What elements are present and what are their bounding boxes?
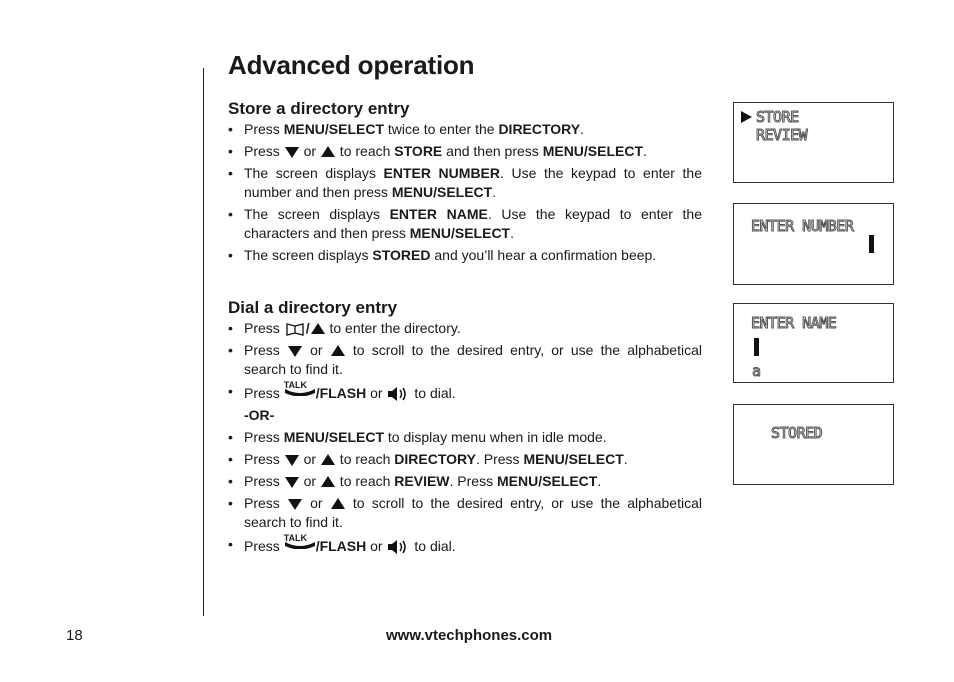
lcd-line-store: STORE <box>756 108 799 126</box>
down-arrow-icon <box>285 476 299 488</box>
lcd-line-enter-name: ENTER NAME <box>751 314 837 332</box>
speaker-icon <box>387 539 409 555</box>
up-arrow-icon <box>331 498 345 510</box>
section-heading-store: Store a directory entry <box>228 99 410 118</box>
list-item: • Press or to scroll to the desired entry, or use the alphabetical search to find it. <box>228 341 702 379</box>
down-arrow-icon <box>285 454 299 466</box>
up-arrow-icon <box>311 323 325 335</box>
talk-phone-icon: TALK <box>284 382 316 398</box>
dial-steps-list <box>228 319 702 559</box>
selection-pointer-icon <box>741 111 752 123</box>
up-arrow-icon <box>331 345 345 357</box>
footer-url: www.vtechphones.com <box>386 627 553 644</box>
lcd-screen-store-review <box>733 102 894 183</box>
speaker-icon <box>387 386 409 402</box>
lcd-line-stored: STORED <box>771 424 823 442</box>
lcd-screen-enter-name <box>733 303 894 383</box>
talk-phone-icon: TALK <box>284 535 316 551</box>
list-item: • Press / to enter the directory. <box>228 319 702 338</box>
lcd-line-enter-number: ENTER NUMBER <box>751 217 854 235</box>
page-number: 18 <box>66 627 83 644</box>
lcd-screen-stored <box>733 404 894 485</box>
lcd-cursor <box>869 235 874 253</box>
list-item: • The screen displays ENTER NUMBER. Use the keypad to enter the number and then press MENU/SELECT. <box>228 164 702 202</box>
list-item: • The screen displays ENTER NAME. Use the keypad to enter the characters and then press MENU/SELECT. <box>228 205 702 243</box>
down-arrow-icon <box>288 498 302 510</box>
section-heading-dial: Dial a directory entry <box>228 298 398 317</box>
up-arrow-icon <box>321 454 335 466</box>
list-item: • Press or to scroll to the desired entry, or use the alphabetical search to find it. <box>228 494 702 532</box>
lcd-screen-enter-number <box>733 203 894 285</box>
down-arrow-icon <box>288 345 302 357</box>
lcd-line-char: a <box>752 362 761 380</box>
list-item: • Press MENU/SELECT twice to enter the DIRECTORY. <box>228 120 702 139</box>
list-item: • Press TALK /FLASH or to dial. <box>228 382 702 403</box>
vertical-rule <box>203 68 204 616</box>
up-arrow-icon <box>321 476 335 488</box>
or-separator: -OR- <box>244 407 275 423</box>
lcd-cursor <box>754 338 759 356</box>
lcd-line-review: REVIEW <box>756 126 808 144</box>
page-title: Advanced operation <box>228 50 475 80</box>
list-item: • Press or to reach REVIEW. Press MENU/SELECT. <box>228 472 702 491</box>
up-arrow-icon <box>321 146 335 158</box>
list-item: • Press or to reach STORE and then press MENU/SELECT. <box>228 142 702 161</box>
list-item: • Press TALK /FLASH or to dial. <box>228 535 702 556</box>
list-item: • The screen displays STORED and you’ll hear a confirmation beep. <box>228 246 702 265</box>
list-item: • Press or to reach DIRECTORY. Press MENU/SELECT. <box>228 450 702 469</box>
directory-book-icon <box>285 322 305 336</box>
store-steps-list <box>228 120 702 268</box>
list-item: • Press MENU/SELECT to display menu when in idle mode. <box>228 428 702 447</box>
down-arrow-icon <box>285 146 299 158</box>
